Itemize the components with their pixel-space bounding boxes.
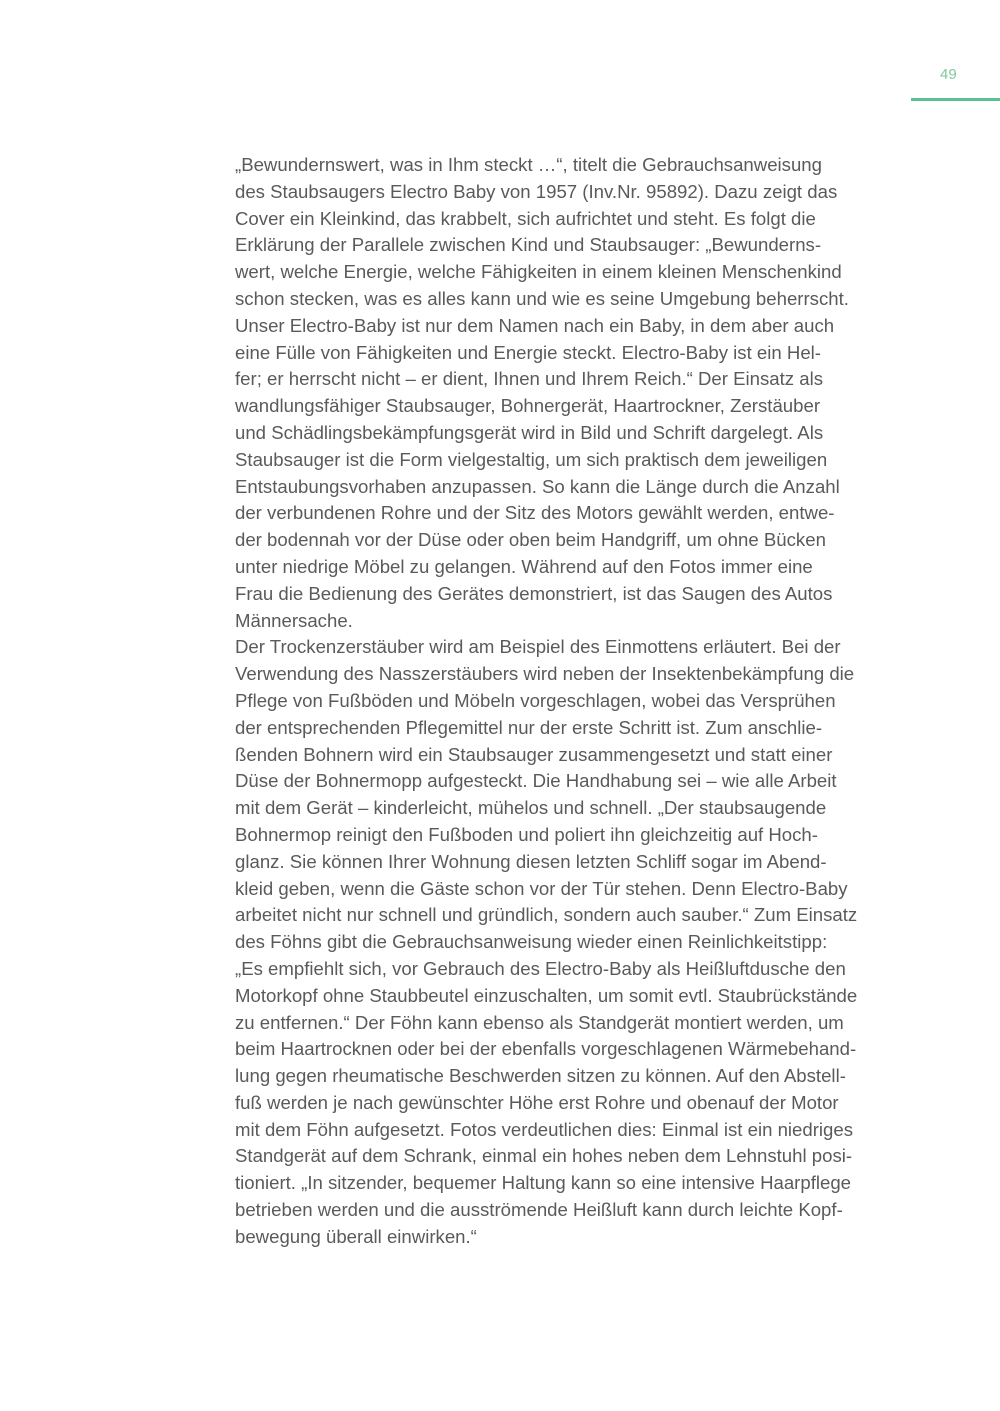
text-line: Staubsauger ist die Form vielgestaltig, um sich praktisch dem jeweiligen [235, 448, 828, 470]
text-line: lung gegen rheumatische Beschwerden sitzen zu können. Auf den Abstell- [235, 1065, 846, 1087]
body-text [235, 152, 900, 1251]
text-line: der entsprechenden Pflegemittel nur der erste Schritt ist. Zum anschlie- [235, 716, 823, 738]
text-line: schon stecken, was es alles kann und wie es seine Umgebung beherrscht. [235, 287, 849, 309]
text-line: eine Fülle von Fähigkeiten und Energie steckt. Electro-Baby ist ein Hel- [235, 341, 822, 363]
text-line: glanz. Sie können Ihrer Wohnung diesen letzten Schliff sogar im Abend- [235, 850, 827, 872]
text-line: des Staubsaugers Electro Baby von 1957 (Inv.Nr. 95892). Dazu zeigt das [235, 180, 838, 202]
text-line: Erklärung der Parallele zwischen Kind und Staubsauger: „Bewunderns- [235, 234, 822, 256]
text-line: Männersache. [235, 609, 353, 631]
header-rule [911, 98, 1000, 101]
text-line: zu entfernen.“ Der Föhn kann ebenso als Standgerät montiert werden, um [235, 1011, 844, 1033]
text-line: fer; er herrscht nicht – er dient, Ihnen und Ihrem Reich.“ Der Einsatz als [235, 368, 824, 390]
text-line: ßenden Bohnern wird ein Staubsauger zusammengesetzt und statt einer [235, 743, 833, 765]
text-line: Düse der Bohnermopp aufgesteckt. Die Handhabung sei – wie alle Arbeit [235, 770, 837, 792]
text-line: Verwendung des Nasszerstäubers wird neben der Insektenbekämpfung die [235, 663, 855, 685]
text-line: bewegung überall einwirken.“ [235, 1225, 477, 1247]
text-line: Bohnermop reinigt den Fußboden und poliert ihn gleichzeitig auf Hoch- [235, 823, 818, 845]
text-line: Unser Electro-Baby ist nur dem Namen nach ein Baby, in dem aber auch [235, 314, 835, 336]
text-line: der verbundenen Rohre und der Sitz des Motors gewählt werden, entwe- [235, 502, 835, 524]
text-line: des Föhns gibt die Gebrauchsanweisung wieder einen Reinlichkeitstipp: [235, 931, 828, 953]
text-line: fuß werden je nach gewünschter Höhe erst Rohre und obenauf der Motor [235, 1091, 839, 1113]
text-line: und Schädlingsbekämpfungsgerät wird in Bild und Schrift dargelegt. Als [235, 421, 824, 443]
text-line: arbeitet nicht nur schnell und gründlich, sondern auch sauber.“ Zum Einsatz [235, 904, 858, 926]
text-line: wandlungsfähiger Staubsauger, Bohnergerät, Haartrockner, Zerstäuber [235, 395, 821, 417]
text-line: Motorkopf ohne Staubbeutel einzuschalten, um somit evtl. Staubrückstände [235, 984, 858, 1006]
text-line: mit dem Gerät – kinderleicht, mühelos und schnell. „Der staubsaugende [235, 797, 827, 819]
page-number: 49 [940, 66, 957, 83]
text-line: mit dem Föhn aufgesetzt. Fotos verdeutlichen dies: Einmal ist ein niedriges [235, 1118, 854, 1140]
text-line: der bodennah vor der Düse oder oben beim Handgriff, um ohne Bücken [235, 529, 826, 551]
text-line: wert, welche Energie, welche Fähigkeiten in einem kleinen Menschenkind [235, 261, 842, 283]
text-line: betrieben werden und die ausströmende Heißluft kann durch leichte Kopf- [235, 1199, 843, 1221]
text-line: Frau die Bedienung des Gerätes demonstriert, ist das Saugen des Autos [235, 582, 833, 604]
text-line: „Es empfiehlt sich, vor Gebrauch des Electro-Baby als Heißluftdusche den [235, 957, 846, 979]
text-line: beim Haartrocknen oder bei der ebenfalls vorgeschlagenen Wärmebehand- [235, 1038, 857, 1060]
text-line: Entstaubungsvorhaben anzupassen. So kann die Länge durch die Anzahl [235, 475, 840, 497]
text-line: kleid geben, wenn die Gäste schon vor der Tür stehen. Denn Electro-Baby [235, 877, 848, 899]
text-line: tioniert. „In sitzender, bequemer Haltung kann so eine intensive Haarpflege [235, 1172, 852, 1194]
text-line: unter niedrige Möbel zu gelangen. Während auf den Fotos immer eine [235, 555, 813, 577]
text-line: Pflege von Fußböden und Möbeln vorgeschlagen, wobei das Versprühen [235, 689, 836, 711]
text-line: Der Trockenzerstäuber wird am Beispiel des Einmottens erläutert. Bei der [235, 636, 841, 658]
text-line: Standgerät auf dem Schrank, einmal ein hohes neben dem Lehnstuhl posi- [235, 1145, 853, 1167]
text-line: Cover ein Kleinkind, das krabbelt, sich aufrichtet und steht. Es folgt die [235, 207, 816, 229]
text-line: „Bewundernswert, was in Ihm steckt …“, titelt die Gebrauchsanweisung [235, 154, 822, 175]
